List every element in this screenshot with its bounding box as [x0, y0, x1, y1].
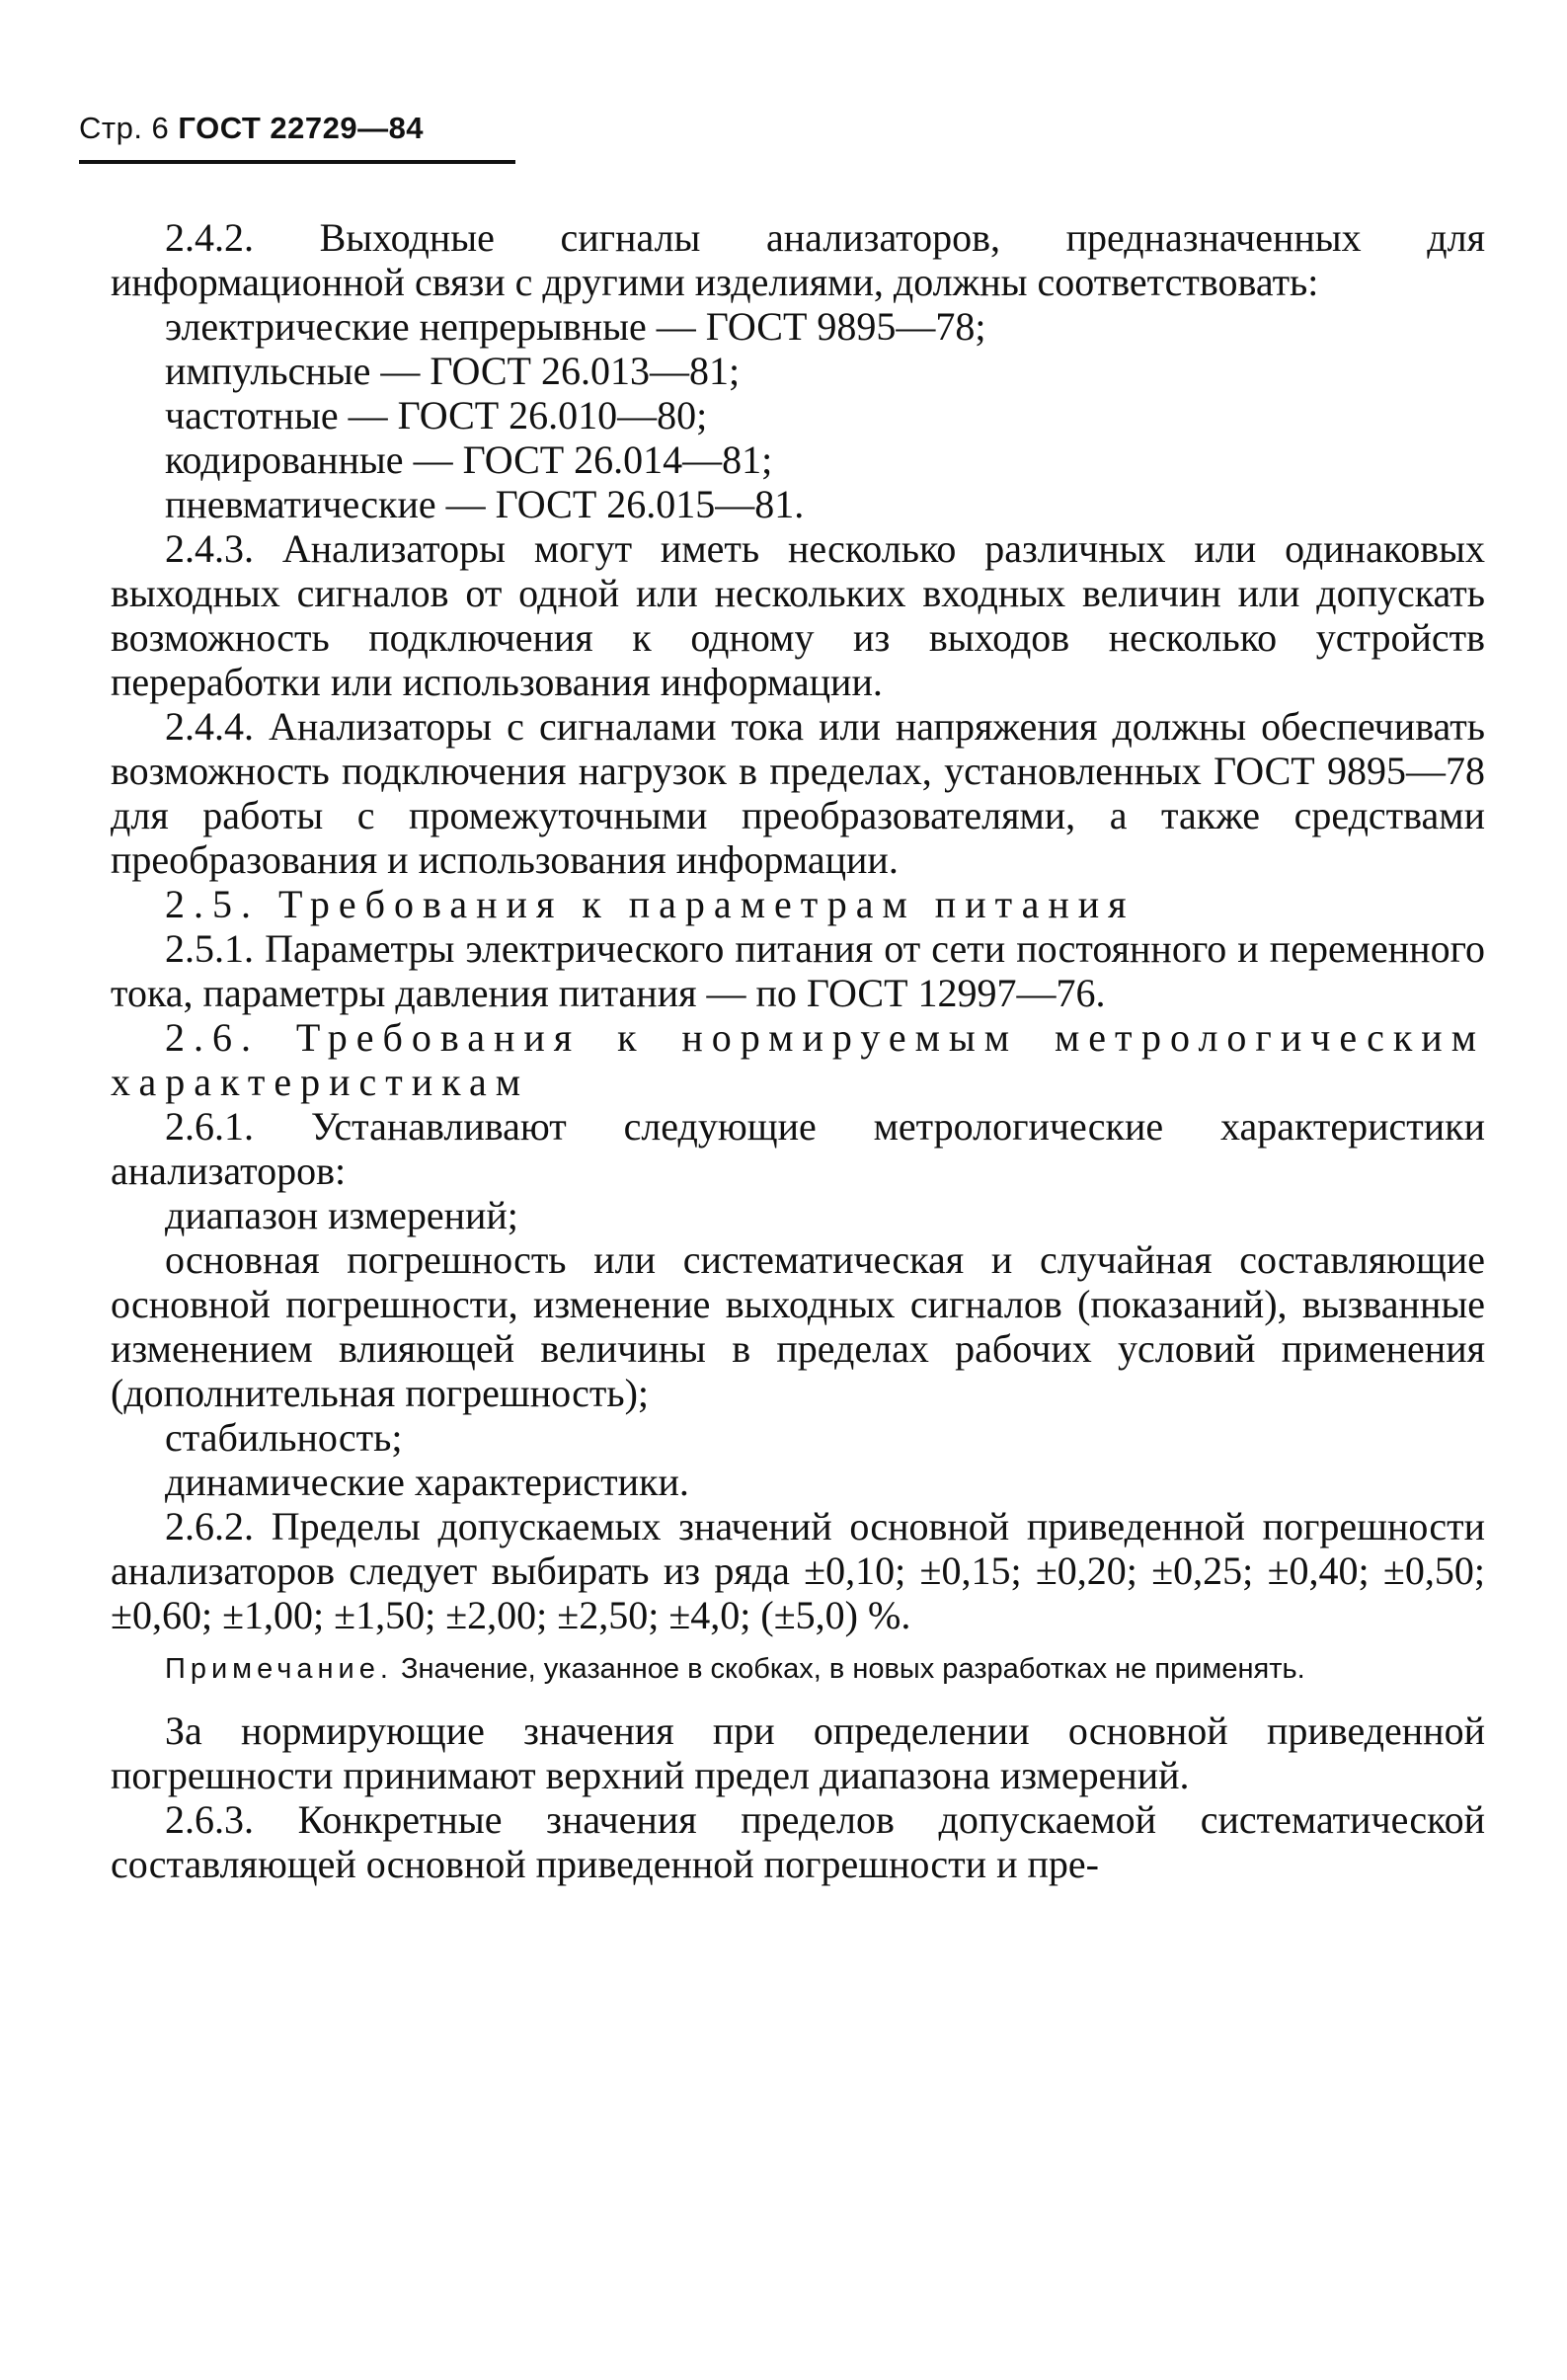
note: [111, 1651, 1485, 1687]
signal-item: частотные — ГОСТ 26.010—80;: [165, 393, 708, 437]
characteristic-item: диапазон измерений;: [165, 1193, 518, 1237]
standard-number: ГОСТ 22729—84: [178, 111, 425, 145]
page-number: Стр. 6: [79, 111, 170, 145]
characteristic-item: основная погрешность или систематическая и случайная составляющие основной погрешности, изменение выходных сигналов (показаний), вызванные изменением влияющей величины в пределах рабочих условий применения (дополнительная погрешность);: [111, 1237, 1485, 1415]
clause-2-6-3: 2.6.3. Конкретные значения пределов допускаемой систематической составляющей основной приведенной погрешности и пре-: [111, 1797, 1485, 1886]
clause-2-4-4: 2.4.4. Анализаторы с сигналами тока или напряжения должны обеспечивать возможность подключения нагрузок в пределах, установленных ГОСТ 9895—78 для работы с промежуточными преобразователями, а также средствами преобразования и использования информации.: [111, 704, 1485, 882]
signal-item: электрические непрерывные — ГОСТ 9895—78;: [165, 304, 986, 349]
clause-2-6-1: 2.6.1. Устанавливают следующие метрологические характеристики анализаторов:: [111, 1104, 1485, 1193]
normalizing-value-paragraph: За нормирующие значения при определении основной приведенной погрешности принимают верхний предел диапазона измерений.: [111, 1708, 1485, 1797]
clause-2-4-2: 2.4.2. Выходные сигналы анализаторов, предназначенных для информационной связи с другими изделиями, должны соответствовать:: [111, 215, 1485, 304]
header-rule: [79, 160, 515, 164]
signal-item: пневматические — ГОСТ 26.015—81.: [165, 482, 805, 526]
document-body: [111, 215, 1485, 1886]
section-heading-2-6: 2.6. Требования к нормируемым метрологическим характеристикам: [111, 1015, 1485, 1104]
page-header: [79, 111, 424, 146]
note-label: Примечание.: [165, 1653, 393, 1685]
signal-item: импульсные — ГОСТ 26.013—81;: [165, 349, 741, 393]
clause-2-6-2: 2.6.2. Пределы допускаемых значений основной приведенной погрешности анализаторов следует выбирать из ряда ±0,10; ±0,15; ±0,20; ±0,25; ±0,40; ±0,50; ±0,60; ±1,00; ±1,50; ±2,00; ±2,50; ±4,0; (±5,0) %.: [111, 1504, 1485, 1637]
section-heading-2-5: 2.5. Требования к параметрам питания: [165, 882, 1136, 926]
note-text: Значение, указанное в скобках, в новых разработках не применять.: [400, 1653, 1305, 1685]
characteristic-item: стабильность;: [165, 1415, 403, 1460]
clause-2-4-3: 2.4.3. Анализаторы могут иметь несколько различных или одинаковых выходных сигналов от одной или нескольких входных величин или допускать возможность подключения к одному из выходов несколько устройств переработки или использования информации.: [111, 526, 1485, 704]
characteristic-item: динамические характеристики.: [165, 1460, 689, 1504]
signal-item: кодированные — ГОСТ 26.014—81;: [165, 437, 773, 482]
clause-2-5-1: 2.5.1. Параметры электрического питания от сети постоянного и переменного тока, параметры давления питания — по ГОСТ 12997—76.: [111, 926, 1485, 1015]
